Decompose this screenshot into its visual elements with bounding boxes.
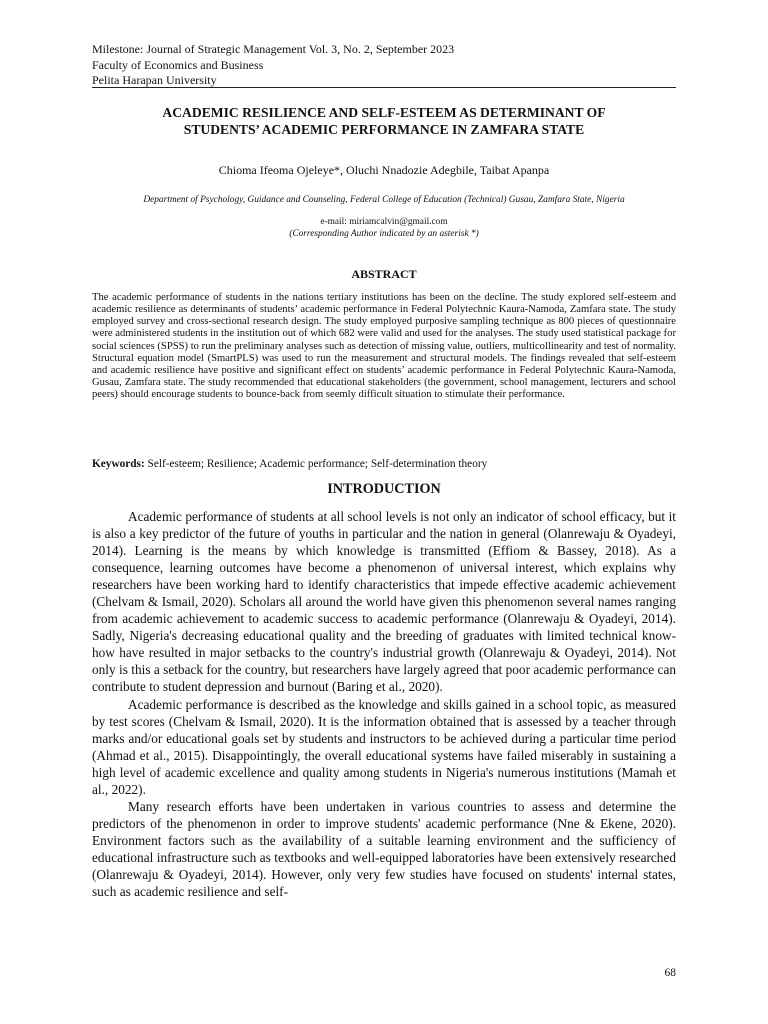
abstract-heading: ABSTRACT [351,267,417,281]
author-list: Chioma Ifeoma Ojeleye*, Oluchi Nnadozie Adegbile, Taibat Apanpa [218,163,550,177]
paper-title-line-2: STUDENTS’ ACADEMIC PERFORMANCE IN ZAMFARA STATE [183,122,585,137]
introduction-paragraph-2: Academic performance is described as the knowledge and skills gained in a school topic, as measured by test scores (Chelvam & Ismail, 2020). It is the information obtained that is assessed by a teacher through marks and/or educational goals set by students and instructors to be achieved during a particular time period (Ahmad et al., 2015). Disappointingly, the overall educational systems have failed miserably in sustaining a high level of academic excellence and quality among students in Nigeria's numerous institutions (Mamah et al., 2022). [92,696,676,797]
faculty-name: Faculty of Economics and Business [92,57,264,72]
paper-title-line-1: ACADEMIC RESILIENCE AND SELF-ESTEEM AS DETERMINANT OF [162,105,606,120]
author-email: e-mail: miriamcalvin@gmail.com [320,217,448,227]
university-name: Pelita Harapan University [92,73,217,87]
paper-title [92,104,676,138]
corresponding-author-note: (Corresponding Author indicated by an asterisk *) [289,229,479,239]
paper-page [92,0,676,1024]
journal-name: Milestone: Journal of Strategic Management Vol. 3, No. 2, September 2023 [92,42,455,56]
header-divider [92,87,676,88]
introduction-heading: INTRODUCTION [327,481,441,497]
introduction-paragraph-3: Many research efforts have been undertaken in various countries to assess and determine the predictors of the phenomenon in order to improve students' academic performance (Nne & Ekene, 2020). Environment factors such as the availability of a suitable learning environment and the sufficiency of educational infrastructure such as textbooks and well-equipped laboratories have been extensively researched (Olanrewaju & Oyadeyi, 2014). However, only very few studies have focused on students' internal states, such as academic resilience and self- [92,798,676,900]
journal-header [92,42,676,89]
page-number: 68 [664,967,676,979]
introduction-body [92,508,676,900]
introduction-paragraph-1: Academic performance of students at all school levels is not only an indicator of school efficacy, but it is also a key predictor of the future of youths in particular and the nation in general (Olanrewaju & Oyadeyi, 2014). Learning is the means by which knowledge is transmitted (Effiom & Bassey, 2018). As a consequence, learning outcomes have become a phenomenon of universal interest, which explains why researchers have been working hard to identify characteristics that impede effective academic achievement (Chelvam & Ismail, 2020). Scholars all around the world have given this phenomenon several names ranging from academic achievement to academic success to academic performance (Olanrewaju & Oyadeyi, 2014). Sadly, Nigeria's decreasing educational quality and the breeding of graduates with limited technical know-how have resulted in major setbacks to the country's industrial growth (Olanrewaju & Oyadeyi, 2014). Not only is this a setback for the country, but researchers have largely agreed that poor academic performance can contribute to student depression and burnout (Baring et al., 2020). [92,509,676,695]
abstract-text: The academic performance of students in the nations tertiary institutions has been on the decline. The study explored self-esteem and academic resilience as determinants of students’ academic performance in Federal Polytechnic Kaura-Namoda, Zamfara state. The study employed survey and cross-sectional research design. The study employed purposive sampling technique as 800 pieces of questionnaire were administered students in the institution out of which 682 were valid and used for the analyses. The study used statistical package for social sciences (SPSS) to run the preliminary analyses such as detection of missing value, outliers, multicollinearity and test of normality. Structural equation model (SmartPLS) was used to run the measurement and structural models. The findings revealed that self-esteem and academic resilience have positive and significant effect on students’ academic performance in Federal Polytechnic Kaura-Namoda, Gusau, Zamfara state. The study recommended that educational stakeholders (the government, school management, lecturers and school peers) should encourage students to bounce-back from seemly difficult situation to stimulate their performance. [92,292,676,401]
keywords-label: Keywords: [92,458,145,470]
keywords-text: Self-esteem; Resilience; Academic performance; Self-determination theory [144,458,488,470]
author-affiliation: Department of Psychology, Guidance and Counseling, Federal College of Education (Technical) Gusau, Zamfara State, Nigeria [143,195,625,205]
keywords-line [92,457,676,471]
